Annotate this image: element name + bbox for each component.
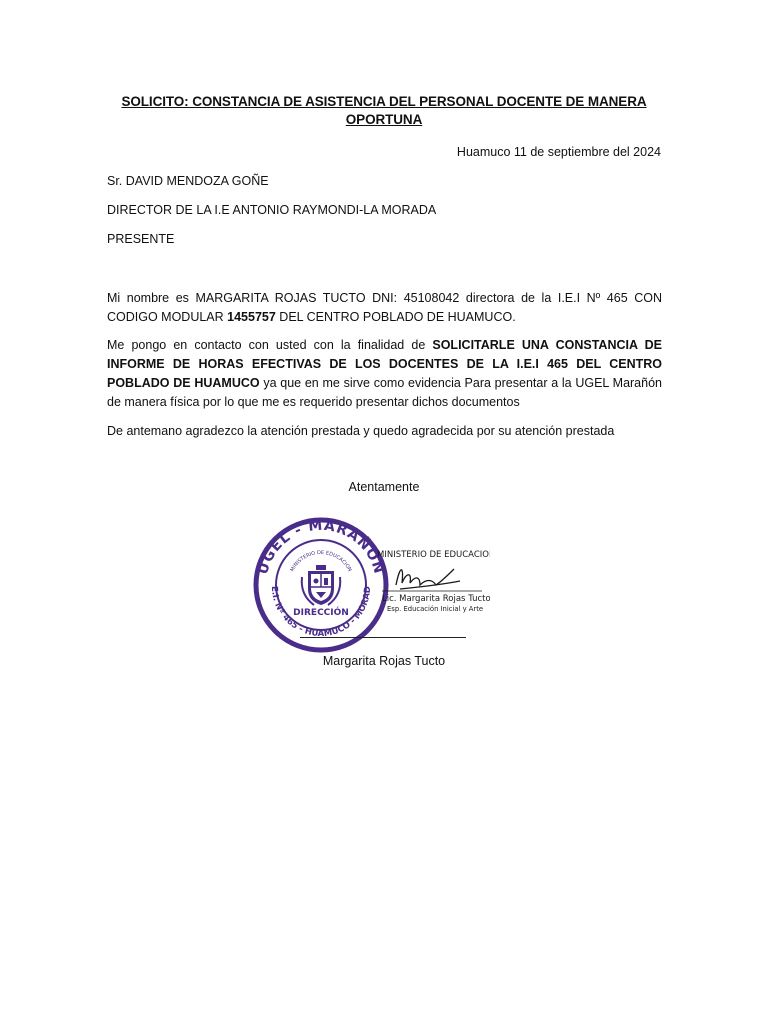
signer-name: Margarita Rojas Tucto — [322, 654, 446, 668]
seal-label: DIRECCIÓN — [293, 608, 349, 618]
seal-inner-text: MINISTERIO DE EDUCACION — [289, 549, 353, 573]
paragraph-request — [107, 336, 662, 412]
ministry-text: MINISTERIO DE EDUCACION — [377, 550, 490, 560]
paragraph-2-text-a: Me pongo en contacto con usted con la finalidad de — [107, 338, 433, 352]
stamp-svg — [250, 515, 490, 655]
paragraph-introduction — [107, 289, 662, 327]
closing-text: Atentamente — [348, 480, 420, 494]
seal-bottom-text: E.I. Nº 465 - HUAMUCO - MORAD — [268, 585, 374, 640]
paragraph-thanks: De antemano agradezco la atención prestada y quedo agradecida por su atención prestada — [107, 424, 615, 438]
recipient-title: DIRECTOR DE LA I.E ANTONIO RAYMONDI-LA MORADA — [107, 203, 437, 217]
paragraph-1-text-a: Mi nombre es MARGARITA ROJAS TUCTO DNI: 45108042 directora de la I.E.I Nº 465 CON CODIGO MODULAR — [107, 291, 662, 324]
official-seal — [250, 515, 387, 650]
stamp-and-signature — [250, 515, 490, 655]
document-title: SOLICITO: CONSTANCIA DE ASISTENCIA DEL PERSONAL DOCENTE DE MANERA OPORTUNA — [121, 94, 647, 127]
signature-line — [300, 637, 466, 638]
modular-code: 1455757 — [227, 310, 276, 324]
signature-name: Lic. Margarita Rojas Tucto — [382, 594, 490, 604]
recipient-name: Sr. DAVID MENDOZA GOÑE — [107, 174, 269, 188]
seal-top-text: UGEL - MARAÑON — [255, 517, 387, 577]
paragraph-1-text-b: DEL CENTRO POBLADO DE HUAMUCO. — [275, 310, 516, 324]
handwritten-signature — [396, 569, 460, 589]
paragraph-2-text-b: ya que en me sirve como evidencia Para presentar a la UGEL Marañón de manera física por lo que me es requerido presentar dichos documentos — [107, 376, 662, 409]
signature-stamp — [377, 550, 490, 613]
request-emphasis: SOLICITARLE UNA CONSTANCIA DE INFORME DE HORAS EFECTIVAS DE LOS DOCENTES DE LA I.E.I 465 DEL CENTRO POBLADO DE HUAMUCO — [107, 338, 663, 390]
document-date: Huamuco 11 de septiembre del 2024 — [456, 145, 661, 159]
coat-of-arms-icon — [302, 565, 341, 605]
presente-label: PRESENTE — [107, 232, 175, 246]
signature-role: Esp. Educación Inicial y Arte — [387, 605, 484, 613]
